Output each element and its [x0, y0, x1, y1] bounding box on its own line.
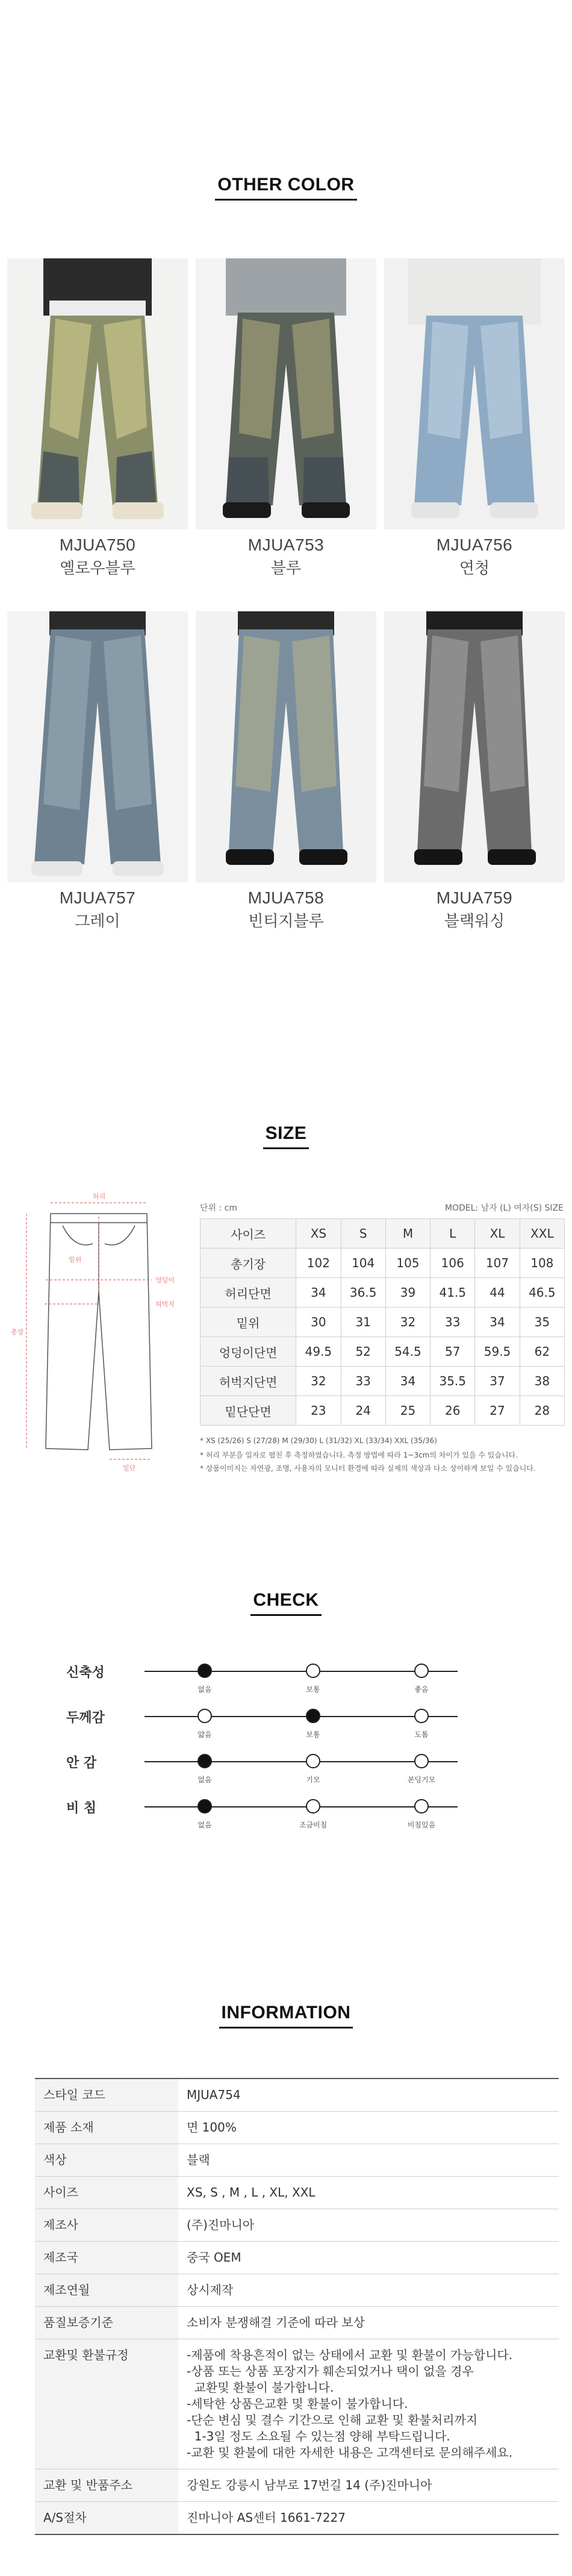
info-value: MJUA754 [178, 2079, 559, 2112]
info-row [35, 2469, 559, 2502]
product-photo [196, 258, 376, 529]
check-dot [414, 1799, 429, 1813]
info-key: 사이즈 [35, 2177, 178, 2209]
info-key: A/S절차 [35, 2502, 178, 2535]
size-col: S [341, 1219, 385, 1249]
check-option-label: 비침있음 [407, 1821, 436, 1829]
size-col: 사이즈 [201, 1219, 296, 1249]
info-row [35, 2242, 559, 2274]
size-row: 밑단단면 23 24 25 26 27 28 [201, 1396, 565, 1426]
size-header-row [201, 1219, 565, 1249]
check-label: 비 침 [66, 1801, 97, 1816]
size-title: SIZE [0, 1123, 572, 1149]
size-col: L [431, 1219, 475, 1249]
size-note: * 상품이미지는 자연광, 조명, 사용자의 모니터 환경에 따라 실제의 색상과 다소 상이하게 보일 수 있습니다. [200, 1464, 536, 1473]
info-value: 중국 OEM [178, 2242, 559, 2274]
check-dot [306, 1799, 320, 1813]
product-code: MJUA756 [436, 535, 513, 554]
check-option-label: 조금비침 [299, 1821, 328, 1829]
product-photo [7, 258, 188, 529]
product-code: MJUA750 [59, 535, 136, 554]
check-dot [414, 1754, 429, 1768]
check-label: 신축성 [66, 1665, 105, 1680]
product-color-name: 그레이 [75, 912, 120, 931]
waist-label: 허리 [93, 1193, 106, 1200]
product-photo [384, 258, 565, 529]
check-dot-selected [197, 1664, 212, 1678]
product-photo [196, 611, 376, 882]
check-row [0, 1753, 572, 1795]
product-color-name: 옐로우블루 [60, 560, 135, 578]
info-value: 블랙 [178, 2144, 559, 2177]
product-code: MJUA759 [436, 888, 513, 907]
product-code: MJUA753 [247, 535, 325, 554]
check-row [0, 1798, 572, 1840]
info-value: (주)진마니아 [178, 2209, 559, 2242]
info-key: 색상 [35, 2144, 178, 2177]
product-photo [384, 611, 565, 882]
check-dot [306, 1664, 320, 1678]
rise-label: 밑위 [69, 1256, 82, 1264]
size-col: XXL [520, 1219, 564, 1249]
info-key: 제조사 [35, 2209, 178, 2242]
size-col: M [385, 1219, 430, 1249]
info-value: XS, S , M , L , XL, XXL [178, 2177, 559, 2209]
check-option-label: 보통 [306, 1730, 320, 1739]
info-key: 제품 소재 [35, 2112, 178, 2144]
size-section [8, 1190, 564, 1503]
size-row: 총기장 102 104 105 106 107 108 [201, 1249, 565, 1278]
info-value: 면 100% [178, 2112, 559, 2144]
product-color-name: 블랙워싱 [444, 912, 505, 931]
length-label: 총장 [11, 1328, 24, 1336]
info-key: 스타일 코드 [35, 2079, 178, 2112]
info-value: 상시제작 [178, 2274, 559, 2307]
product-color-name: 빈티지블루 [248, 912, 324, 931]
check-row [0, 1662, 572, 1704]
check-title: CHECK [0, 1590, 572, 1616]
check-label: 두께감 [66, 1711, 105, 1726]
size-table [200, 1218, 565, 1426]
info-row [35, 2079, 559, 2112]
product-code: MJUA757 [59, 888, 136, 907]
color-card-mjua759[interactable] [384, 611, 565, 931]
check-dot-selected [197, 1754, 212, 1768]
check-option-label: 얇음 [197, 1730, 212, 1739]
check-scale-line [145, 1806, 458, 1807]
check-scale-line [145, 1716, 458, 1717]
check-row [0, 1707, 572, 1750]
check-scale-line [145, 1671, 458, 1672]
info-value: 강원도 강릉시 남부로 17번길 14 (주)진마니아 [178, 2469, 559, 2502]
info-key: 제조국 [35, 2242, 178, 2274]
thigh-label: 허벅지 [155, 1300, 175, 1308]
check-option-label: 없음 [197, 1821, 212, 1829]
information-title: INFORMATION [0, 2003, 572, 2029]
check-dot-selected [306, 1709, 320, 1723]
check-dot [414, 1664, 429, 1678]
size-row: 허벅지단면 32 33 34 35.5 37 38 [201, 1367, 565, 1396]
check-option-label: 기모 [306, 1776, 320, 1784]
color-card-mjua758[interactable] [196, 611, 376, 931]
check-option-label: 본딩기모 [407, 1776, 436, 1784]
info-value: 소비자 분쟁해결 기준에 따라 보상 [178, 2307, 559, 2339]
size-row: 허리단면 34 36.5 39 41.5 44 46.5 [201, 1278, 565, 1308]
check-scale-line [145, 1761, 458, 1762]
info-key: 제조연월 [35, 2274, 178, 2307]
product-color-name: 연청 [459, 560, 490, 578]
info-row [35, 2177, 559, 2209]
info-key: 교환및 환불규정 [35, 2339, 178, 2469]
hip-label: 엉덩이 [155, 1276, 175, 1284]
check-label: 안 감 [66, 1756, 97, 1771]
size-unit: 단위 : cm [200, 1203, 238, 1213]
product-color-name: 블루 [270, 560, 302, 578]
info-row [35, 2502, 559, 2535]
info-row [35, 2209, 559, 2242]
check-dot [197, 1709, 212, 1723]
size-col: XL [475, 1219, 520, 1249]
info-row [35, 2144, 559, 2177]
check-option-label: 좋음 [414, 1685, 429, 1694]
model-size: MODEL: 남자 (L) 여자(S) SIZE [444, 1203, 564, 1213]
info-value: 진마니아 AS센터 1661-7227 [178, 2502, 559, 2535]
size-note: * XS (25/26) S (27/28) M (29/30) L (31/32) XL (33/34) XXL (35/36) [200, 1436, 437, 1445]
color-card-mjua757[interactable] [7, 611, 188, 931]
info-key: 교환 및 반품주소 [35, 2469, 178, 2502]
information-table [35, 2078, 559, 2535]
pants-diagram [8, 1190, 189, 1503]
info-row-policy [35, 2339, 559, 2469]
info-row [35, 2112, 559, 2144]
info-key: 품질보증기준 [35, 2307, 178, 2339]
check-dot [414, 1709, 429, 1723]
hem-label: 밑단 [123, 1464, 136, 1472]
check-option-label: 없음 [197, 1776, 212, 1784]
color-card-mjua753[interactable] [196, 258, 376, 578]
size-note: * 허리 부분을 일자로 펼친 후 측정하였습니다. 측정 방법에 따라 1~3cm의 차이가 있을 수 있습니다. [200, 1451, 518, 1459]
size-row: 엉덩이단면 49.5 52 54.5 57 59.5 62 [201, 1337, 565, 1367]
check-option-label: 보통 [306, 1685, 320, 1694]
check-dot-selected [197, 1799, 212, 1813]
info-row [35, 2307, 559, 2339]
size-col: XS [296, 1219, 341, 1249]
color-card-mjua750[interactable] [7, 258, 188, 578]
check-dot [306, 1754, 320, 1768]
info-row [35, 2274, 559, 2307]
other-color-title: OTHER COLOR [0, 175, 572, 201]
check-option-label: 도톰 [414, 1730, 429, 1739]
size-row: 밑위 30 31 32 33 34 35 [201, 1308, 565, 1337]
color-card-mjua756[interactable] [384, 258, 565, 578]
check-option-label: 없음 [197, 1685, 212, 1694]
info-value-policy: -제품에 착용흔적이 없는 상태에서 교환 및 환불이 가능합니다. -상품 또는 상품 포장지가 훼손되었거나 택이 없을 경우 교환및 환불이 불가합니다. -세탁한 상품은교환 및 환불이 불가합니다. -단순 변심 및 결수 기간으로 인해 교환 및 환불처리까지 1-3일 정도 소요될 수 있는점 양해 부탁드립니다. -교환 및 환불에 대한 자세한 내용은 고객센터로 문의해주세요. [178, 2339, 559, 2469]
product-code: MJUA758 [247, 888, 325, 907]
product-photo [7, 611, 188, 882]
